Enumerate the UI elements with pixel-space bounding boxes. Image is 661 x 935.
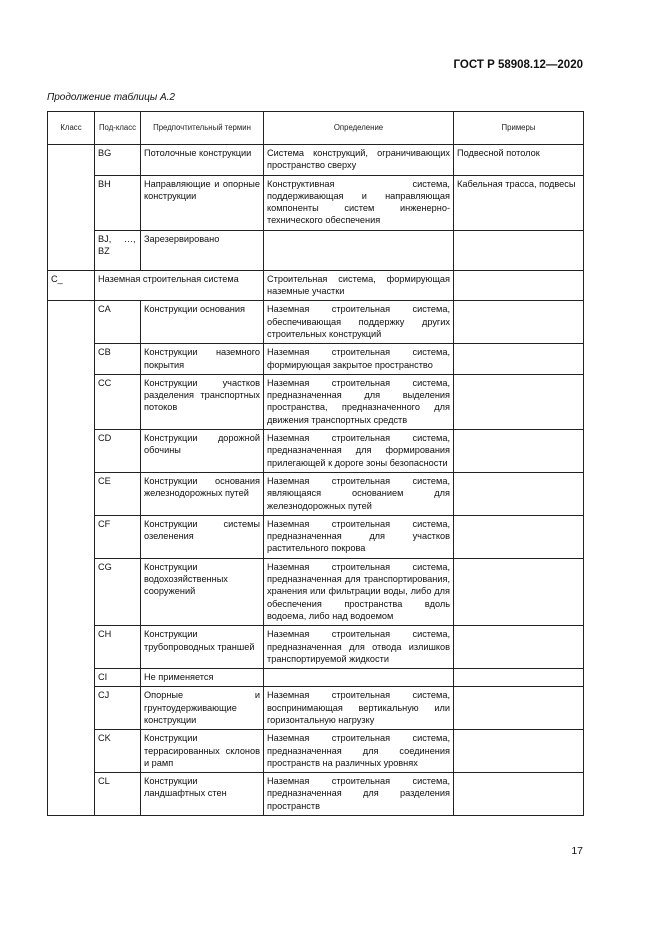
- table-row: [48, 669, 584, 687]
- definition-cell: Строительная система, формирующая наземные участки: [264, 270, 454, 301]
- subclass-cell: CD: [95, 430, 141, 473]
- examples-cell: Подвесной потолок: [454, 145, 584, 176]
- subclass-cell: BG: [95, 145, 141, 176]
- definition-cell: Наземная строительная система, обеспечивающая поддержку других строительных конструкций: [264, 301, 454, 344]
- examples-cell: [454, 344, 584, 375]
- class-cell: [48, 301, 95, 816]
- table-row: [48, 730, 584, 773]
- table-header-row: [48, 112, 584, 145]
- examples-cell: [454, 773, 584, 816]
- table-row: [48, 515, 584, 558]
- definition-cell: Наземная строительная система, воспринимающая вертикальную или горизонтальную нагрузку: [264, 687, 454, 730]
- definition-cell: Наземная строительная система, предназначенная для транспортирования, хранения или фильтрации воды, либо для обеспечения пространства вдоль водоема, либо над водоемом: [264, 558, 454, 625]
- definition-cell: Наземная строительная система, предназначенная для формирования прилегающей к дороге зоны безопасности: [264, 430, 454, 473]
- term-cell: Конструкции участков разделения транспортных потоков: [141, 374, 264, 429]
- table-row: [48, 472, 584, 515]
- page-number: 17: [571, 845, 583, 857]
- subclass-cell: CA: [95, 301, 141, 344]
- examples-cell: [454, 558, 584, 625]
- examples-cell: Кабельная трасса, подвесы: [454, 175, 584, 230]
- subclass-cell: CI: [95, 669, 141, 687]
- term-cell: Конструкции основания: [141, 301, 264, 344]
- term-cell: Конструкции трубопроводных траншей: [141, 626, 264, 669]
- table-row: [48, 230, 584, 270]
- col-header-term: Предпочтительный термин: [141, 112, 264, 145]
- class-cell: [48, 145, 95, 271]
- subclass-cell: CE: [95, 472, 141, 515]
- examples-cell: [454, 472, 584, 515]
- subclass-cell: CK: [95, 730, 141, 773]
- subclass-cell: BH: [95, 175, 141, 230]
- definition-cell: [264, 230, 454, 270]
- document-code: ГОСТ Р 58908.12—2020: [453, 59, 583, 71]
- definition-cell: Наземная строительная система, предназначенная для участков растительного покрова: [264, 515, 454, 558]
- table-row: [48, 773, 584, 816]
- term-cell: Конструкции террасированных склонов и рамп: [141, 730, 264, 773]
- subclass-cell: CH: [95, 626, 141, 669]
- examples-cell: [454, 430, 584, 473]
- table-row: [48, 145, 584, 176]
- term-cell: Зарезервировано: [141, 230, 264, 270]
- term-cell: Конструкции ландшафтных стен: [141, 773, 264, 816]
- term-cell: Направляющие и опорные конструкции: [141, 175, 264, 230]
- table-row: [48, 430, 584, 473]
- table-row: [48, 175, 584, 230]
- subclass-cell: CJ: [95, 687, 141, 730]
- definition-cell: Наземная строительная система, предназначенная для разделения пространств: [264, 773, 454, 816]
- table-row: [48, 374, 584, 429]
- definition-cell: Наземная строительная система, предназначенная для отвода излишков транспортируемой жидкости: [264, 626, 454, 669]
- definition-cell: [264, 669, 454, 687]
- subclass-cell: CF: [95, 515, 141, 558]
- table-row: [48, 270, 584, 301]
- subclass-cell: BJ, …, BZ: [95, 230, 141, 270]
- term-cell: Наземная строительная система: [95, 270, 264, 301]
- col-header-class: Класс: [48, 112, 95, 145]
- definition-cell: Наземная строительная система, являющаяся основанием для железнодорожных путей: [264, 472, 454, 515]
- term-cell: Конструкции системы озеленения: [141, 515, 264, 558]
- examples-cell: [454, 626, 584, 669]
- examples-cell: [454, 270, 584, 301]
- definition-cell: Наземная строительная система, предназначенная для соединения пространств на различных уровнях: [264, 730, 454, 773]
- definition-cell: Наземная строительная система, предназначенная для выделения пространства, предназначенного для движения транспортных средств: [264, 374, 454, 429]
- table-row: [48, 558, 584, 625]
- table-caption: Продолжение таблицы А.2: [47, 92, 175, 103]
- examples-cell: [454, 230, 584, 270]
- classification-table: [47, 111, 584, 816]
- examples-cell: [454, 515, 584, 558]
- col-header-subclass: Под-класс: [95, 112, 141, 145]
- table-row: [48, 344, 584, 375]
- examples-cell: [454, 669, 584, 687]
- term-cell: Конструкции водохозяйственных сооружений: [141, 558, 264, 625]
- class-cell: C_: [48, 270, 95, 301]
- examples-cell: [454, 730, 584, 773]
- table-row: [48, 301, 584, 344]
- term-cell: Опорные и грунтоудерживающие конструкции: [141, 687, 264, 730]
- term-cell: Потолочные конструкции: [141, 145, 264, 176]
- subclass-cell: CB: [95, 344, 141, 375]
- table-row: [48, 687, 584, 730]
- term-cell: Конструкции основания железнодорожных путей: [141, 472, 264, 515]
- term-cell: Не применяется: [141, 669, 264, 687]
- definition-cell: Конструктивная система, поддерживающая и направляющая компоненты систем инженерно-технического обеспечения: [264, 175, 454, 230]
- examples-cell: [454, 301, 584, 344]
- subclass-cell: CG: [95, 558, 141, 625]
- subclass-cell: CL: [95, 773, 141, 816]
- examples-cell: [454, 374, 584, 429]
- subclass-cell: CC: [95, 374, 141, 429]
- term-cell: Конструкции наземного покрытия: [141, 344, 264, 375]
- term-cell: Конструкции дорожной обочины: [141, 430, 264, 473]
- examples-cell: [454, 687, 584, 730]
- col-header-definition: Определение: [264, 112, 454, 145]
- definition-cell: Наземная строительная система, формирующая закрытое пространство: [264, 344, 454, 375]
- col-header-examples: Примеры: [454, 112, 584, 145]
- definition-cell: Система конструкций, ограничивающих пространство сверху: [264, 145, 454, 176]
- table-row: [48, 626, 584, 669]
